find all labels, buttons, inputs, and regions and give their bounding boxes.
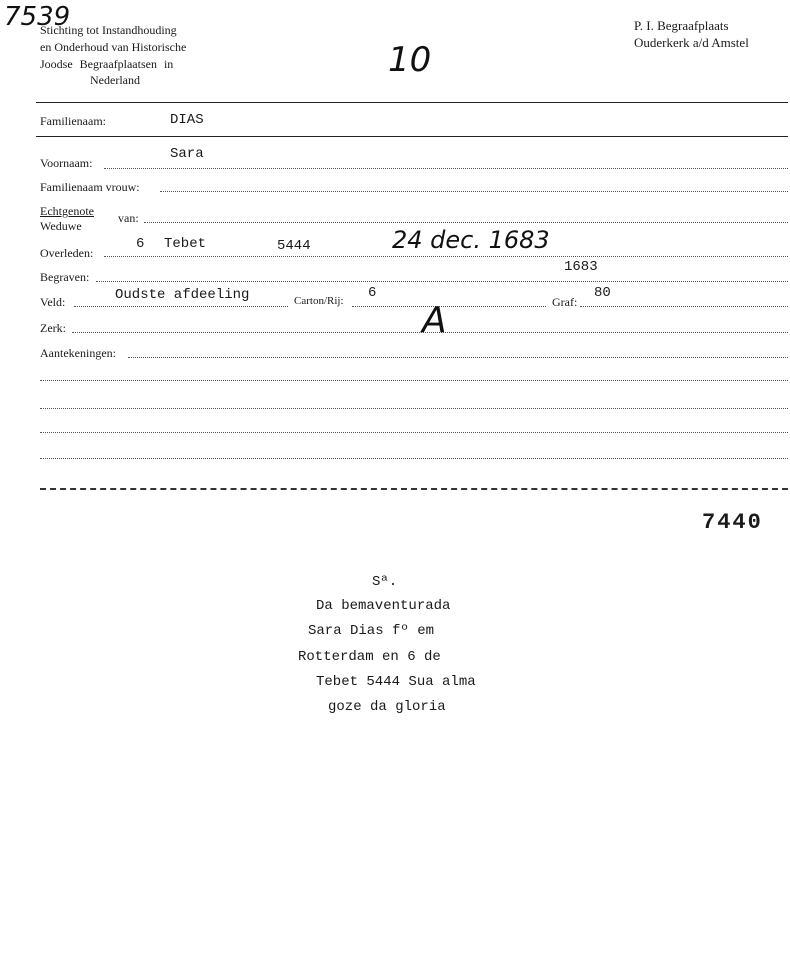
foundation-name-line3: Joodse Begraafplaatsen in	[40, 57, 174, 71]
foundation-name-line2: en Onderhoud van Historische	[40, 40, 187, 54]
graf-label: Graf:	[552, 295, 578, 309]
carton-line	[352, 306, 546, 307]
begraven-value: 1683	[564, 259, 598, 275]
voornaam-label: Voornaam:	[40, 156, 93, 170]
inscription-line-5: Tebet 5444 Sua alma	[316, 674, 476, 690]
voornaam-line	[104, 168, 788, 169]
overleden-year: 5444	[277, 238, 311, 254]
veld-line	[74, 306, 288, 307]
foundation-name-line1: Stichting tot Instandhouding	[40, 23, 177, 37]
inscription-line-3: Sara Dias fº em	[308, 623, 435, 639]
overleden-handwritten-date: 24 dec. 1683	[392, 226, 550, 254]
foundation-name-line4: Nederland	[90, 73, 140, 87]
handwritten-mark: 10	[388, 40, 432, 80]
weduwe-label: Weduwe	[40, 219, 82, 233]
inscription-line-6: goze da gloria	[328, 699, 446, 715]
veld-label: Veld:	[40, 295, 66, 309]
header-divider	[36, 102, 788, 103]
familienaam-vrouw-label: Familienaam vrouw:	[40, 180, 140, 194]
familienaam-divider	[36, 136, 788, 137]
stamped-number: 7440	[702, 510, 763, 535]
graf-line	[580, 306, 788, 307]
aantekeningen-label: Aantekeningen:	[40, 346, 116, 360]
overleden-label: Overleden:	[40, 246, 94, 260]
notes-line-1	[40, 380, 788, 381]
notes-line-3	[40, 432, 788, 433]
familienaam-label: Familienaam:	[40, 114, 106, 128]
carton-label: Carton/Rij:	[294, 295, 344, 307]
inscription-line-4: Rotterdam en 6 de	[298, 649, 441, 665]
begraven-label: Begraven:	[40, 270, 90, 284]
begraven-line	[96, 281, 788, 282]
overleden-day: 6	[136, 236, 145, 252]
familienaam-value: DIAS	[170, 112, 204, 128]
handwritten-card-number: 7539	[4, 2, 71, 32]
van-line	[144, 222, 788, 223]
card-bottom-edge	[40, 488, 788, 490]
veld-value: Oudste afdeeling	[115, 287, 250, 303]
cemetery-name-line1: P. I. Begraafplaats	[634, 18, 729, 33]
notes-line-2	[40, 408, 788, 409]
zerk-label: Zerk:	[40, 321, 66, 335]
cemetery-name-line2: Ouderkerk a/d Amstel	[634, 35, 749, 50]
notes-line-4	[40, 458, 788, 459]
overleden-month: Tebet	[164, 236, 207, 252]
familienaam-vrouw-line	[160, 191, 788, 192]
echtgenote-label: Echtgenote	[40, 204, 94, 218]
carton-value: 6	[368, 285, 377, 301]
inscription-line-1: Sª.	[372, 574, 398, 590]
zerk-handwritten-value: A	[422, 300, 447, 341]
graf-value: 80	[594, 285, 611, 301]
aantekeningen-line	[128, 357, 788, 358]
van-label: van:	[118, 211, 139, 225]
inscription-line-2: Da bemaventurada	[316, 598, 451, 614]
voornaam-value: Sara	[170, 146, 204, 162]
overleden-line	[104, 256, 788, 257]
